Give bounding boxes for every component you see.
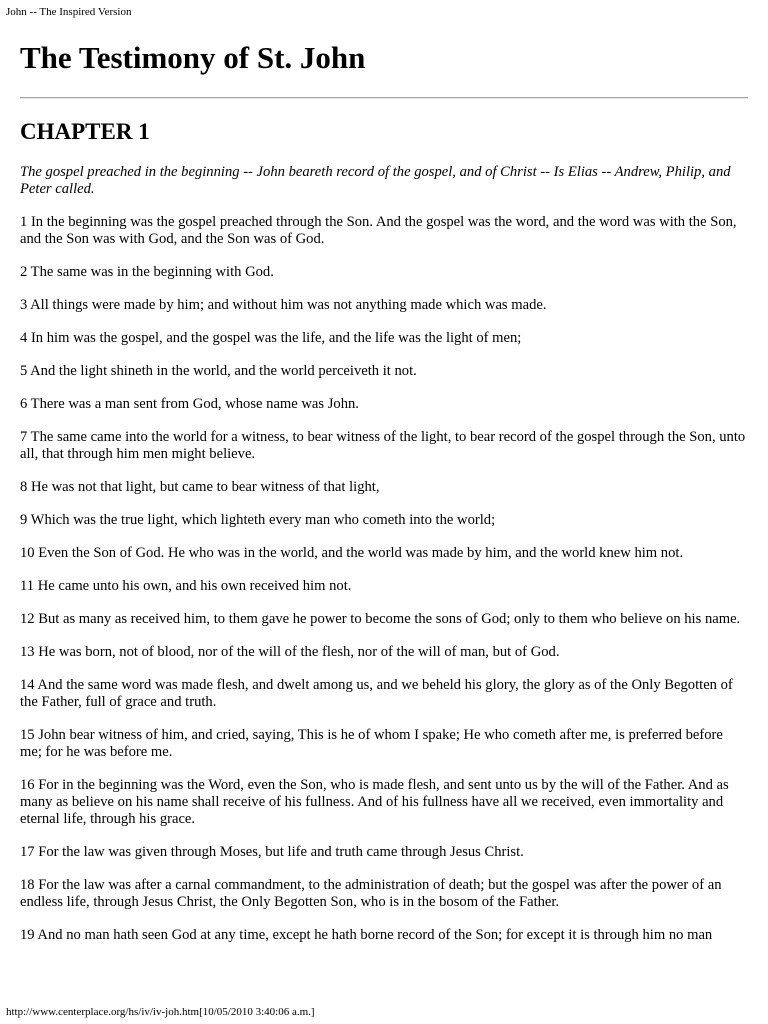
verse: 1 In the beginning was the gospel preached through the Son. And the gospel was the word, and the word was with the Son, and the Son was with God, and the Son was of God. (20, 214, 737, 247)
verse: 3 All things were made by him; and without him was not anything made which was made. (20, 297, 547, 313)
verse: 4 In him was the gospel, and the gospel was the life, and the life was the light of men; (20, 330, 522, 346)
title-divider (20, 97, 748, 99)
verse: 2 The same was in the beginning with God. (20, 264, 274, 280)
verse: 10 Even the Son of God. He who was in the world, and the world was made by him, and the world knew him not. (20, 545, 684, 561)
verse: 14 And the same word was made flesh, and dwelt among us, and we beheld his glory, the glory as of the Only Begotten of the Father, full of grace and truth. (20, 677, 733, 710)
verse: 16 For in the beginning was the Word, even the Son, who is made flesh, and sent unto us by the will of the Father. And as many as believe on his name shall receive of his fullness. And of his fullness have all we received, even immortality and eternal life, through his grace. (20, 777, 729, 827)
verse: 18 For the law was after a carnal commandment, to the administration of death; but the gospel was after the power of an endless life, through Jesus Christ, the Only Begotten Son, who is in the bosom of the Father. (20, 877, 722, 910)
verse: 11 He came unto his own, and his own received him not. (20, 578, 352, 594)
verse: 5 And the light shineth in the world, and the world perceiveth it not. (20, 363, 417, 379)
page-title: The Testimony of St. John (20, 40, 366, 75)
verse: 7 The same came into the world for a witness, to bear witness of the light, to bear record of the gospel through the Son, unto all, that through him men might believe. (20, 429, 746, 462)
chapter-content (20, 164, 748, 968)
verse: 6 There was a man sent from God, whose name was John. (20, 396, 359, 412)
verse: 8 He was not that light, but came to bear witness of that light, (20, 479, 380, 495)
verse: 9 Which was the true light, which lighteth every man who cometh into the world; (20, 512, 496, 528)
verse: 13 He was born, not of blood, nor of the will of the flesh, nor of the will of man, but of God. (20, 644, 560, 660)
print-header: John -- The Inspired Version (6, 6, 132, 18)
verse: 12 But as many as received him, to them gave he power to become the sons of God; only to them who believe on his name. (20, 611, 741, 627)
verse: 19 And no man hath seen God at any time, except he hath borne record of the Son; for except it is through him no man (20, 927, 713, 943)
chapter-summary: The gospel preached in the beginning -- John beareth record of the gospel, and of Christ -- Is Elias -- Andrew, Philip, and Peter called. (20, 164, 731, 197)
print-footer-url: http://www.centerplace.org/hs/iv/iv-joh.htm[10/05/2010 3:40:06 a.m.] (6, 1006, 315, 1018)
chapter-heading: CHAPTER 1 (20, 119, 150, 144)
verse: 15 John bear witness of him, and cried, saying, This is he of whom I spake; He who cometh after me, is preferred before me; for he was before me. (20, 727, 723, 760)
verse: 17 For the law was given through Moses, but life and truth came through Jesus Christ. (20, 844, 524, 860)
